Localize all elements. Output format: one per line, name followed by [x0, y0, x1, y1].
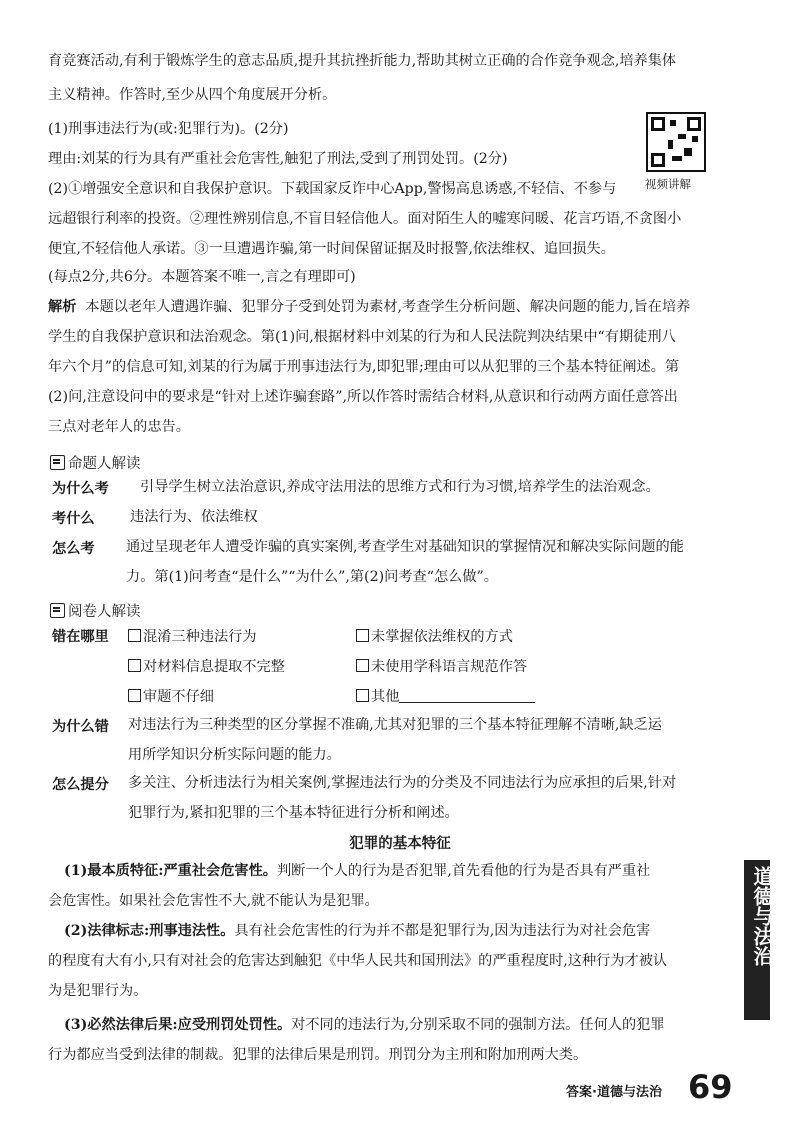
- note-icon: [50, 455, 65, 470]
- answer-2-line-1: (2)①增强安全意识和自我保护意识。下载国家反诈中心App,警惕高息诱惑,不轻信、不参与: [48, 181, 617, 197]
- setter-what-text: 违法行为、依法维权: [130, 509, 258, 525]
- grader-why-label: 为什么错: [52, 719, 109, 735]
- checkbox-option-4[interactable]: 未使用学科语言规范作答: [356, 656, 527, 676]
- analysis-text-1: 本题以老年人遭遇诈骗、犯罪分子受到处罚为素材,考查学生分析问题、解决问题的能力,旨在培养: [85, 299, 691, 315]
- answer-1-reason: 理由:刘某的行为具有严重社会危害性,触犯了刑法,受到了刑罚处罚。(2分): [48, 151, 508, 167]
- analysis-line-4: (2)问,注意设问中的要求是“针对上述诈骗套路”,所以作答时需结合材料,从意识和行动两方面任意答出: [48, 389, 678, 405]
- qr-code-icon[interactable]: [646, 112, 706, 172]
- grader-why-line-2: 用所学知识分析实际问题的能力。: [128, 747, 341, 763]
- setter-how-label: 怎么考: [52, 541, 95, 557]
- answer-1: (1)刑事违法行为(或:犯罪行为)。(2分): [48, 121, 289, 137]
- crime-p2-line-1: (2)法律标志:刑事违法性。具有社会危害性的行为并不都是犯罪行为,因为违法行为对社会危害: [64, 923, 651, 939]
- setter-why-label: 为什么考: [52, 481, 109, 497]
- crime-section-title: 犯罪的基本特征: [349, 836, 451, 852]
- grader-improve-label: 怎么提分: [52, 777, 109, 793]
- grader-why-line-1: 对违法行为三种类型的区分掌握不准确,尤其对犯罪的三个基本特征理解不清晰,缺乏运: [128, 717, 662, 733]
- qr-label: 视频讲解: [645, 177, 691, 191]
- analysis-line-2: 学生的自我保护意识和法治观念。第(1)问,根据材料中刘某的行为和人民法院判决结果中“有期徒刑八: [48, 329, 676, 345]
- answer-2-line-2: 远超银行利率的投资。②理性辨别信息,不盲目轻信他人。面对陌生人的嘘寒问暖、花言巧语,不贪图小: [48, 211, 682, 227]
- analysis-line-1: [48, 292, 716, 322]
- note-icon: [50, 603, 65, 618]
- analysis-line-5: 三点对老年人的忠告。: [48, 419, 190, 435]
- setter-section-title: [50, 452, 141, 473]
- intro-line-1: 育竞赛活动,有利于锻炼学生的意志品质,提升其抗挫折能力,帮助其树立正确的合作竞争观念,培养集体: [48, 53, 677, 69]
- checkbox-icon: [128, 689, 141, 702]
- setter-why-text: 引导学生树立法治意识,养成守法用法的思维方式和行为习惯,培养学生的法治观念。: [140, 479, 660, 495]
- side-tab-label: 道德与法治: [750, 866, 774, 966]
- checkbox-option-3[interactable]: 对材料信息提取不完整: [128, 656, 285, 676]
- checkbox-icon: [356, 689, 369, 702]
- crime-p2-line-2: 的程度有大有小,只有对社会的危害达到触犯《中华人民共和国刑法》的严重程度时,这种行为才被认: [48, 953, 668, 969]
- checkbox-option-6[interactable]: 其他: [356, 686, 535, 706]
- setter-how-line-2: 力。第(1)问考查“是什么”“为什么”,第(2)问考查“怎么做”。: [126, 569, 498, 585]
- crime-p3-heading: (3)必然法律后果:应受刑罚处罚性。: [64, 1017, 292, 1033]
- fill-in-blank[interactable]: [399, 702, 535, 703]
- checkbox-icon: [356, 659, 369, 672]
- grader-improve-line-1: 多关注、分析违法行为相关案例,掌握违法行为的分类及不同违法行为应承担的后果,针对: [128, 775, 677, 791]
- crime-p3-line-2: 行为都应当受到法律的制裁。犯罪的法律后果是刑罚。刑罚分为主刑和附加刑两大类。: [48, 1047, 588, 1063]
- answer-2-score: (每点2分,共6分。本题答案不唯一,言之有理即可): [48, 269, 356, 285]
- grader-title-text: 阅卷人解读: [68, 604, 141, 620]
- analysis-line-3: 年六个月”的信息可知,刘某的行为属于刑事违法行为,即犯罪;理由可以从犯罪的三个基本特征阐述。第: [48, 359, 680, 375]
- crime-p2-heading: (2)法律标志:刑事违法性。: [64, 923, 235, 939]
- analysis-label: 解析: [48, 299, 77, 315]
- checkbox-option-2[interactable]: 未掌握依法维权的方式: [356, 626, 513, 646]
- checkbox-option-5[interactable]: 审题不仔细: [128, 686, 214, 706]
- grader-section-title: [50, 600, 141, 621]
- crime-p2-line-3: 为是犯罪行为。: [48, 983, 148, 999]
- answer-2-line-3: 便宜,不轻信他人承诺。③一旦遭遇诈骗,第一时间保留证据及时报警,依法维权、追回损失。: [48, 241, 615, 257]
- checkbox-icon: [128, 659, 141, 672]
- crime-p1-line-2: 会危害性。如果社会危害性不大,就不能认为是犯罪。: [48, 893, 379, 909]
- checkbox-icon: [356, 629, 369, 642]
- checkbox-icon: [128, 629, 141, 642]
- crime-p1-heading: (1)最本质特征:严重社会危害性。: [64, 863, 277, 879]
- setter-what-label: 考什么: [52, 511, 95, 527]
- intro-line-2: 主义精神。作答时,至少从四个角度展开分析。: [48, 87, 337, 103]
- page-number: 69: [688, 1068, 733, 1106]
- subject-side-tab: [744, 860, 774, 1020]
- grader-improve-line-2: 犯罪行为,紧扣犯罪的三个基本特征进行分析和阐述。: [128, 805, 459, 821]
- checkbox-option-1[interactable]: 混淆三种违法行为: [128, 626, 257, 646]
- footer-label: 答案·道德与法治: [566, 1085, 662, 1100]
- setter-how-line-1: 通过呈现老年人遭受诈骗的真实案例,考查学生对基础知识的掌握情况和解决实际问题的能: [126, 539, 684, 555]
- setter-title-text: 命题人解读: [68, 456, 141, 472]
- crime-p1-line-1: (1)最本质特征:严重社会危害性。判断一个人的行为是否犯罪,首先看他的行为是否具有严重社: [64, 863, 651, 879]
- crime-p3-line-1: (3)必然法律后果:应受刑罚处罚性。对不同的违法行为,分别采取不同的强制方法。任何人的犯罪: [64, 1017, 665, 1033]
- grader-where-label: 错在哪里: [52, 629, 109, 645]
